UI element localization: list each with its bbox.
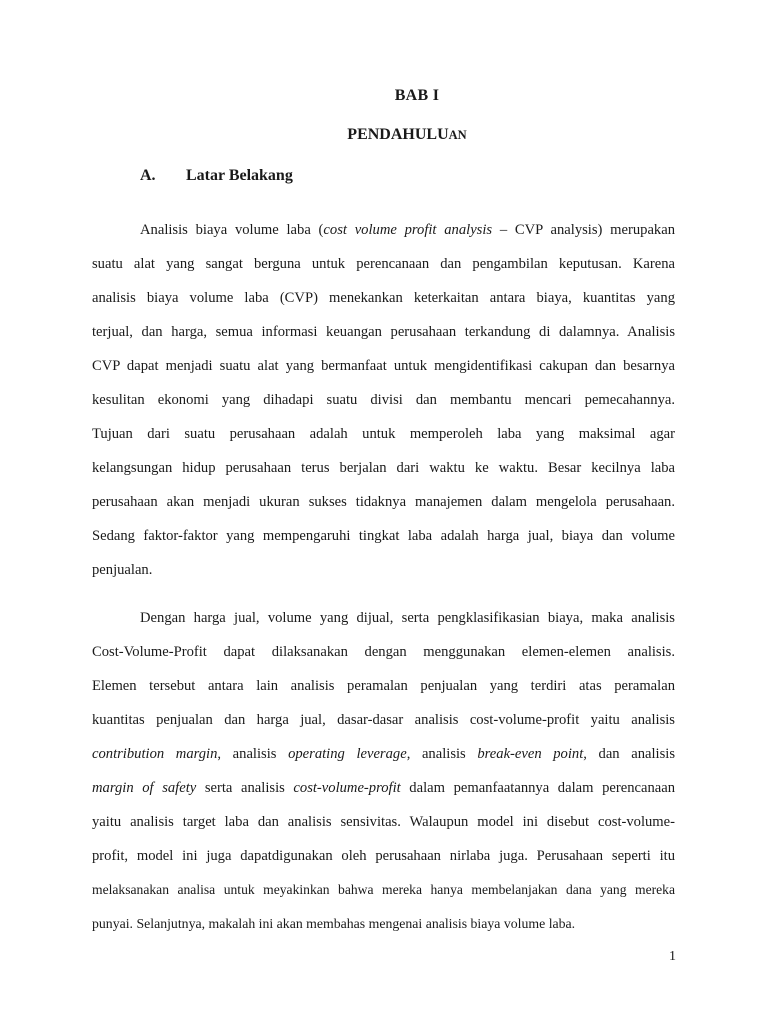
italic-term: margin of safety	[92, 780, 197, 796]
paragraph-1-line-4: terjual, dan harga, semua informasi keuangan perusahaan terkandung di dalamnya. Analisis	[92, 324, 675, 340]
paragraph-1-line-5: CVP dapat menjadi suatu alat yang bermanfaat untuk mengidentifikasi cakupan dan besarnya	[92, 358, 675, 374]
paragraph-2-line-8: profit, model ini juga dapatdigunakan oleh perusahaan nirlaba juga. Perusahaan seperti itu	[92, 848, 675, 864]
paragraph-1-line-6: kesulitan ekonomi yang dihadapi suatu divisi dan membantu mencari pemecahannya.	[92, 392, 675, 408]
paragraph-2-line-7: yaitu analisis target laba dan analisis sensivitas. Walaupun model ini disebut cost-volume-	[92, 814, 675, 830]
paragraph-2-line-4: kuantitas penjualan dan harga jual, dasar-dasar analisis cost-volume-profit yaitu analisis	[92, 712, 675, 728]
paragraph-2-line-1: Dengan harga jual, volume yang dijual, serta pengklasifikasian biaya, maka analisis	[140, 610, 675, 626]
paragraph-1-line-3: analisis biaya volume laba (CVP) menekankan keterkaitan antara biaya, kuantitas yang	[92, 290, 675, 306]
paragraph-1-line-7: Tujuan dari suatu perusahaan adalah untuk memperoleh laba yang maksimal agar	[92, 426, 675, 442]
text-run: , analisis	[217, 746, 289, 762]
paragraph-1-line-1	[92, 213, 675, 247]
section-heading	[140, 167, 293, 185]
paragraph-2-line-10: punyai. Selanjutnya, makalah ini akan membahas mengenai analisis biaya volume laba.	[92, 916, 576, 931]
italic-term: cost-volume-profit	[293, 780, 401, 796]
paragraph-1-line-11: penjualan.	[92, 562, 153, 578]
chapter-title	[0, 126, 768, 144]
paragraph-1-line-2: suatu alat yang sangat berguna untuk perencanaan dan pengambilan keputusan. Karena	[92, 256, 675, 272]
text-run: – CVP analysis) merupakan	[492, 222, 675, 238]
paragraph-2-line-3: Elemen tersebut antara lain analisis peramalan penjualan yang terdiri atas peramalan	[92, 678, 675, 694]
text-run: serta analisis	[196, 780, 294, 796]
section-title: Latar Belakang	[186, 167, 293, 184]
page-number: 1	[669, 949, 676, 964]
paragraph-1-line-8: kelangsungan hidup perusahaan terus berjalan dari waktu ke waktu. Besar kecilnya laba	[92, 460, 675, 476]
chapter-heading: BAB I	[394, 87, 440, 104]
paragraph-1	[92, 213, 675, 587]
text-run: , dan analisis	[583, 746, 675, 762]
italic-term: operating leverage	[288, 746, 407, 762]
paragraph-1-line-10: Sedang faktor-faktor yang mempengaruhi tingkat laba adalah harga jual, biaya dan volume	[92, 528, 675, 544]
italic-term: break-even point	[477, 746, 584, 762]
italic-term: contribution margin	[92, 746, 218, 762]
chapter-title-tail: AN	[448, 128, 467, 142]
paragraph-2-line-6	[92, 771, 675, 805]
paragraph-2-line-9: melaksanakan analisa untuk meyakinkan bahwa mereka hanya membelanjakan dana yang mereka	[92, 882, 675, 897]
paragraph-2-line-5	[92, 737, 675, 771]
paragraph-1-line-9: perusahaan akan menjadi ukuran sukses tidaknya manajemen dalam mengelola perusahaan.	[92, 494, 675, 510]
chapter-title-main: PENDAHULU	[347, 126, 449, 143]
section-number: A.	[140, 167, 156, 184]
paragraph-2-line-2: Cost-Volume-Profit dapat dilaksanakan dengan menggunakan elemen-elemen analisis.	[92, 644, 675, 660]
text-run: Analisis biaya volume laba (	[140, 222, 324, 238]
italic-term: cost volume profit analysis	[323, 222, 493, 238]
paragraph-2	[92, 601, 675, 941]
text-run: , analisis	[406, 746, 478, 762]
text-run: dalam pemanfaatannya dalam perencanaan	[400, 780, 675, 796]
